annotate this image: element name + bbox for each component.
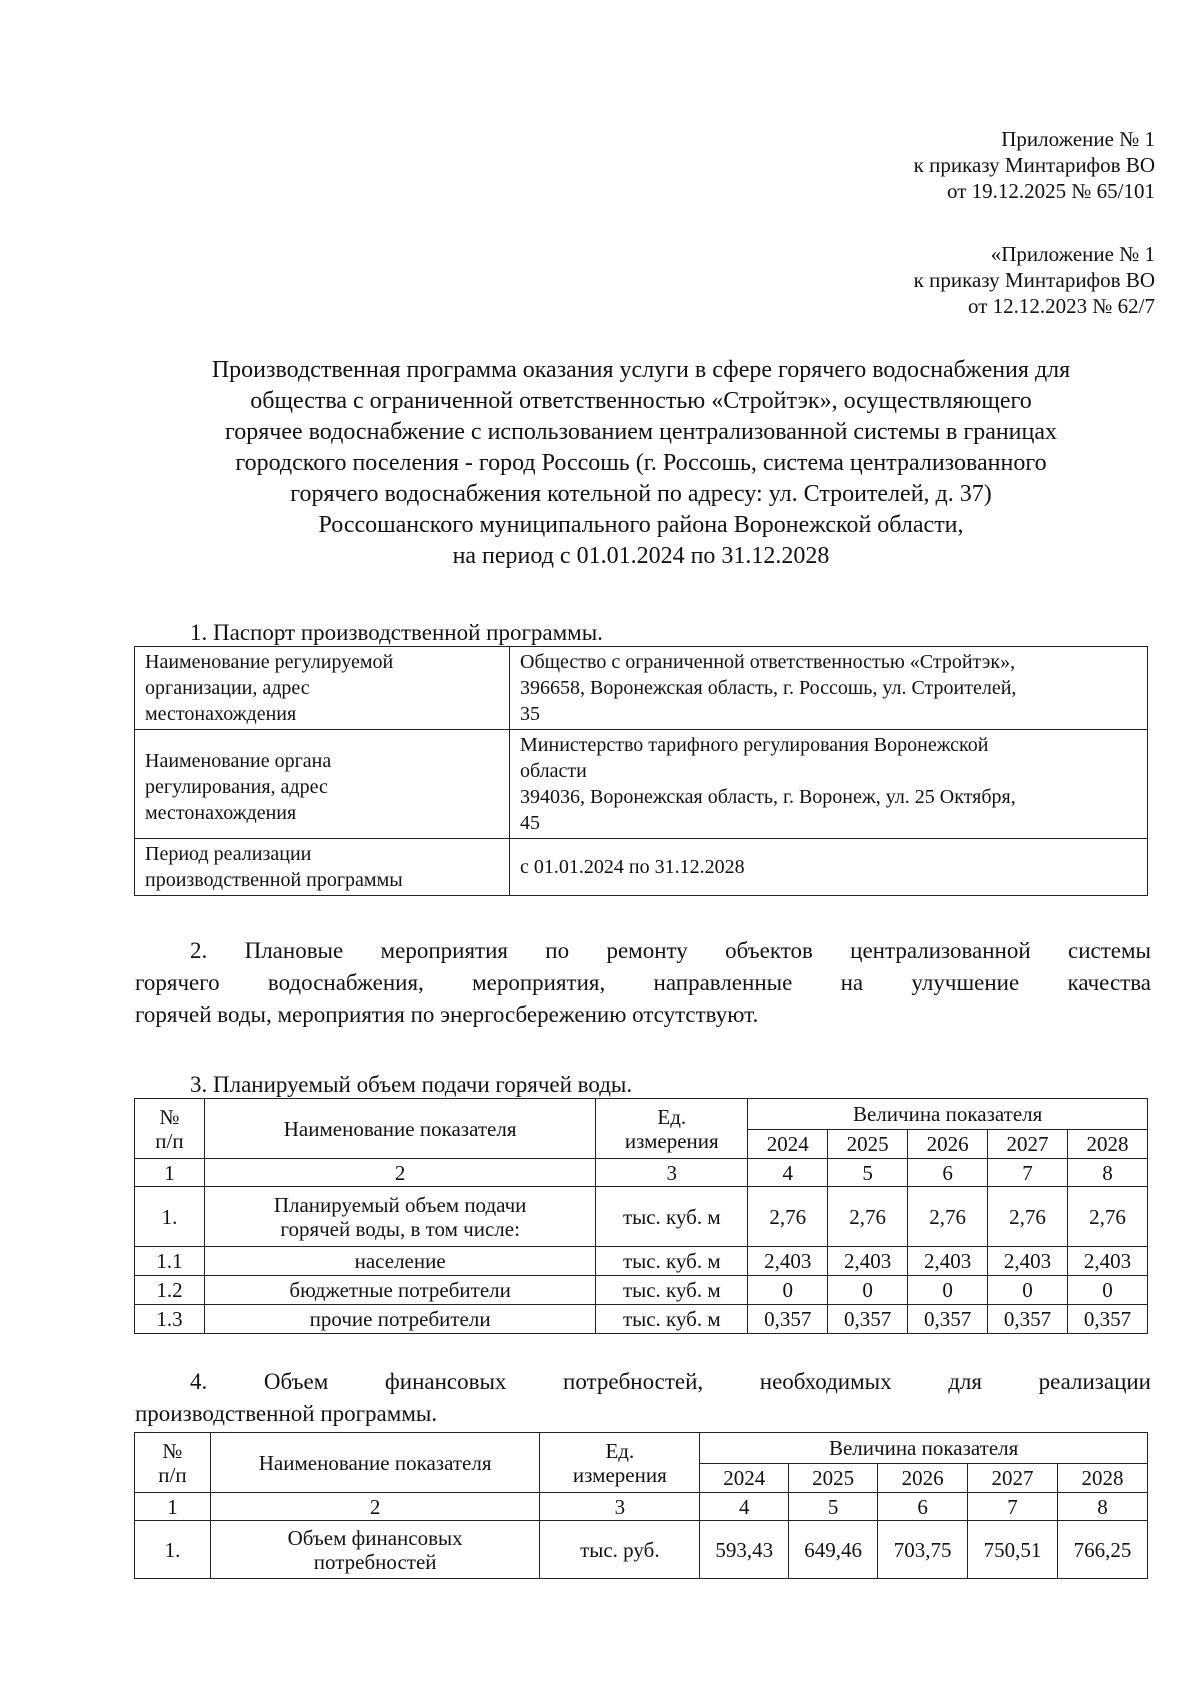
title-line: общества с ограниченной ответственностью «Стройтэк», осуществляющего [250,388,1032,414]
section2-paragraph [135,935,1151,1031]
row-num: 1.3 [135,1305,205,1334]
row-value: 0 [1068,1276,1148,1305]
title-line: городского поселения - город Россошь (г. Россошь, система централизованного [235,450,1047,476]
column-number: 6 [908,1159,988,1187]
cell-line: местонахождения [145,802,297,824]
cell-line: 45 [520,812,540,834]
cell-line: 396658, Воронежская область, г. Россошь, ул. Строителей, [520,677,1017,699]
header-year: 2027 [988,1130,1068,1159]
row-value: 593,43 [700,1521,789,1579]
appendix-current-line1: Приложение № 1 [1001,127,1155,151]
passport-value [510,839,1148,896]
cell-line: с 01.01.2024 по 31.12.2028 [520,856,745,878]
heading-line: производственной программы. [135,1401,438,1426]
table-header-row [135,1433,1148,1464]
column-number: 5 [789,1493,878,1521]
cell-line: местонахождения [145,703,297,725]
row-name [210,1521,540,1579]
row-value: 0 [748,1276,828,1305]
column-number: 2 [204,1159,595,1187]
row-value: 0 [908,1276,988,1305]
appendix-current-line3: от 19.12.2025 № 65/101 [946,179,1155,203]
cell-line: потребностей [313,1549,437,1574]
row-value: 703,75 [878,1521,968,1579]
column-number: 3 [596,1159,748,1187]
column-number: 8 [1058,1493,1148,1521]
paragraph-line: горячего водоснабжения, мероприятия, направленные на улучшение качества [135,970,1151,995]
header-line: № [159,1104,180,1129]
row-value: 2,76 [828,1187,908,1247]
row-unit: тыс. куб. м [596,1305,748,1334]
column-number: 8 [1068,1159,1148,1187]
passport-label [135,730,510,839]
row-value: 0 [828,1276,908,1305]
cell-line: организации, адрес [145,677,310,699]
row-unit: тыс. куб. м [596,1247,748,1276]
column-number: 5 [828,1159,908,1187]
row-num: 1. [135,1187,205,1247]
column-number: 4 [748,1159,828,1187]
row-value: 2,403 [988,1247,1068,1276]
header-line: п/п [158,1462,187,1487]
title-line: Производственная программа оказания услуги в сфере горячего водоснабжения для [211,357,1071,383]
cell-line: Наименование регулируемой [145,651,394,673]
row-value: 0,357 [828,1305,908,1334]
header-line: № [162,1438,183,1463]
row-name: бюджетные потребители [204,1276,595,1305]
column-number: 7 [968,1493,1058,1521]
section1-heading: 1. Паспорт производственной программы. [190,620,603,645]
document-title [128,355,1154,572]
header-year: 2024 [748,1130,828,1159]
column-number: 1 [135,1493,211,1521]
table-row [135,1521,1148,1579]
row-unit: тыс. куб. м [596,1276,748,1305]
header-year: 2026 [908,1130,988,1159]
cell-line: горячей воды, в том числе: [280,1216,520,1241]
column-number: 4 [700,1493,789,1521]
appendix-previous-line2: к приказу Минтарифов ВО [913,268,1155,292]
row-value: 750,51 [968,1521,1058,1579]
row-value: 2,76 [1068,1187,1148,1247]
cell-line: Наименование органа [145,750,332,772]
header-year: 2027 [968,1464,1058,1493]
cell-line: Объем финансовых [287,1525,463,1550]
row-value: 2,76 [908,1187,988,1247]
header-line: п/п [155,1128,184,1153]
row-value: 0 [988,1276,1068,1305]
header-line: Ед. [657,1104,687,1129]
cell-line: 394036, Воронежская область, г. Воронеж, ул. 25 Октября, [520,786,1016,808]
table-row [135,1305,1148,1334]
header-line: Ед. [605,1438,635,1463]
row-value: 0,357 [908,1305,988,1334]
header-year: 2025 [828,1130,908,1159]
cell-line: Общество с ограниченной ответственностью «Стройтэк», [520,651,1016,673]
column-number: 1 [135,1159,205,1187]
table-row [135,647,1148,730]
row-value: 0,357 [1068,1305,1148,1334]
appendix-current [914,126,1155,204]
cell-line: 35 [520,703,540,725]
row-value: 2,403 [748,1247,828,1276]
row-value: 2,76 [748,1187,828,1247]
header-unit [540,1433,700,1493]
row-value: 2,403 [908,1247,988,1276]
paragraph-line: горячей воды, мероприятия по энергосбережению отсутствуют. [135,1002,759,1027]
row-value: 2,76 [988,1187,1068,1247]
header-year: 2025 [789,1464,878,1493]
row-unit: тыс. куб. м [596,1187,748,1247]
heading-line: 4. Объем финансовых потребностей, необходимых для реализации [190,1369,1151,1394]
cell-line: производственной программы [145,869,403,891]
column-number: 6 [878,1493,968,1521]
table-header-row [135,1099,1148,1130]
appendix-previous [914,241,1155,319]
header-year: 2028 [1068,1130,1148,1159]
header-num [135,1433,211,1493]
row-name: прочие потребители [204,1305,595,1334]
column-number: 7 [988,1159,1068,1187]
header-line: измерения [624,1128,719,1153]
row-value: 2,403 [828,1247,908,1276]
passport-label [135,647,510,730]
row-name: население [204,1247,595,1276]
passport-value [510,647,1148,730]
hot-water-volume-table [134,1098,1148,1334]
title-line: Россошанского муниципального района Воронежской области, [318,512,964,538]
paragraph-line: 2. Плановые мероприятия по ремонту объектов централизованной системы [190,938,1151,963]
cell-line: Период реализации [145,843,312,865]
table-row [135,1187,1148,1247]
appendix-previous-line3: от 12.12.2023 № 62/7 [967,294,1155,318]
header-value: Величина показателя [748,1099,1148,1130]
header-num [135,1099,205,1159]
header-name: Наименование показателя [204,1099,595,1159]
header-line: измерения [572,1462,667,1487]
header-name: Наименование показателя [210,1433,540,1493]
header-value: Величина показателя [700,1433,1148,1464]
table-row [135,1276,1148,1305]
title-line: на период с 01.01.2024 по 31.12.2028 [452,543,830,569]
header-unit [596,1099,748,1159]
row-num: 1. [135,1521,211,1579]
column-number-row [135,1159,1148,1187]
cell-line: Министерство тарифного регулирования Воронежской [520,734,989,756]
section3-heading: 3. Планируемый объем подачи горячей воды. [190,1072,633,1097]
header-year: 2026 [878,1464,968,1493]
header-year: 2024 [700,1464,789,1493]
row-name [204,1187,595,1247]
row-value: 649,46 [789,1521,878,1579]
title-line: горячее водоснабжение с использованием централизованной системы в границах [224,419,1058,445]
row-value: 2,403 [1068,1247,1148,1276]
header-year: 2028 [1058,1464,1148,1493]
row-num: 1.2 [135,1276,205,1305]
column-number: 3 [540,1493,700,1521]
cell-line: Планируемый объем подачи [273,1192,527,1217]
financial-needs-table [134,1432,1148,1579]
section4-heading [135,1366,1151,1430]
table-row [135,1247,1148,1276]
passport-value [510,730,1148,839]
cell-line: области [520,760,587,782]
column-number-row [135,1493,1148,1521]
row-value: 0,357 [748,1305,828,1334]
row-value: 766,25 [1058,1521,1148,1579]
row-value: 0,357 [988,1305,1068,1334]
cell-line: регулирования, адрес [145,776,328,798]
table-row [135,839,1148,896]
appendix-current-line2: к приказу Минтарифов ВО [913,153,1155,177]
row-unit: тыс. руб. [540,1521,700,1579]
title-line: горячего водоснабжения котельной по адресу: ул. Строителей, д. 37) [290,481,992,507]
passport-label [135,839,510,896]
row-num: 1.1 [135,1247,205,1276]
passport-table [134,646,1148,896]
table-row [135,730,1148,839]
column-number: 2 [210,1493,540,1521]
appendix-previous-line1: «Приложение № 1 [990,242,1155,266]
